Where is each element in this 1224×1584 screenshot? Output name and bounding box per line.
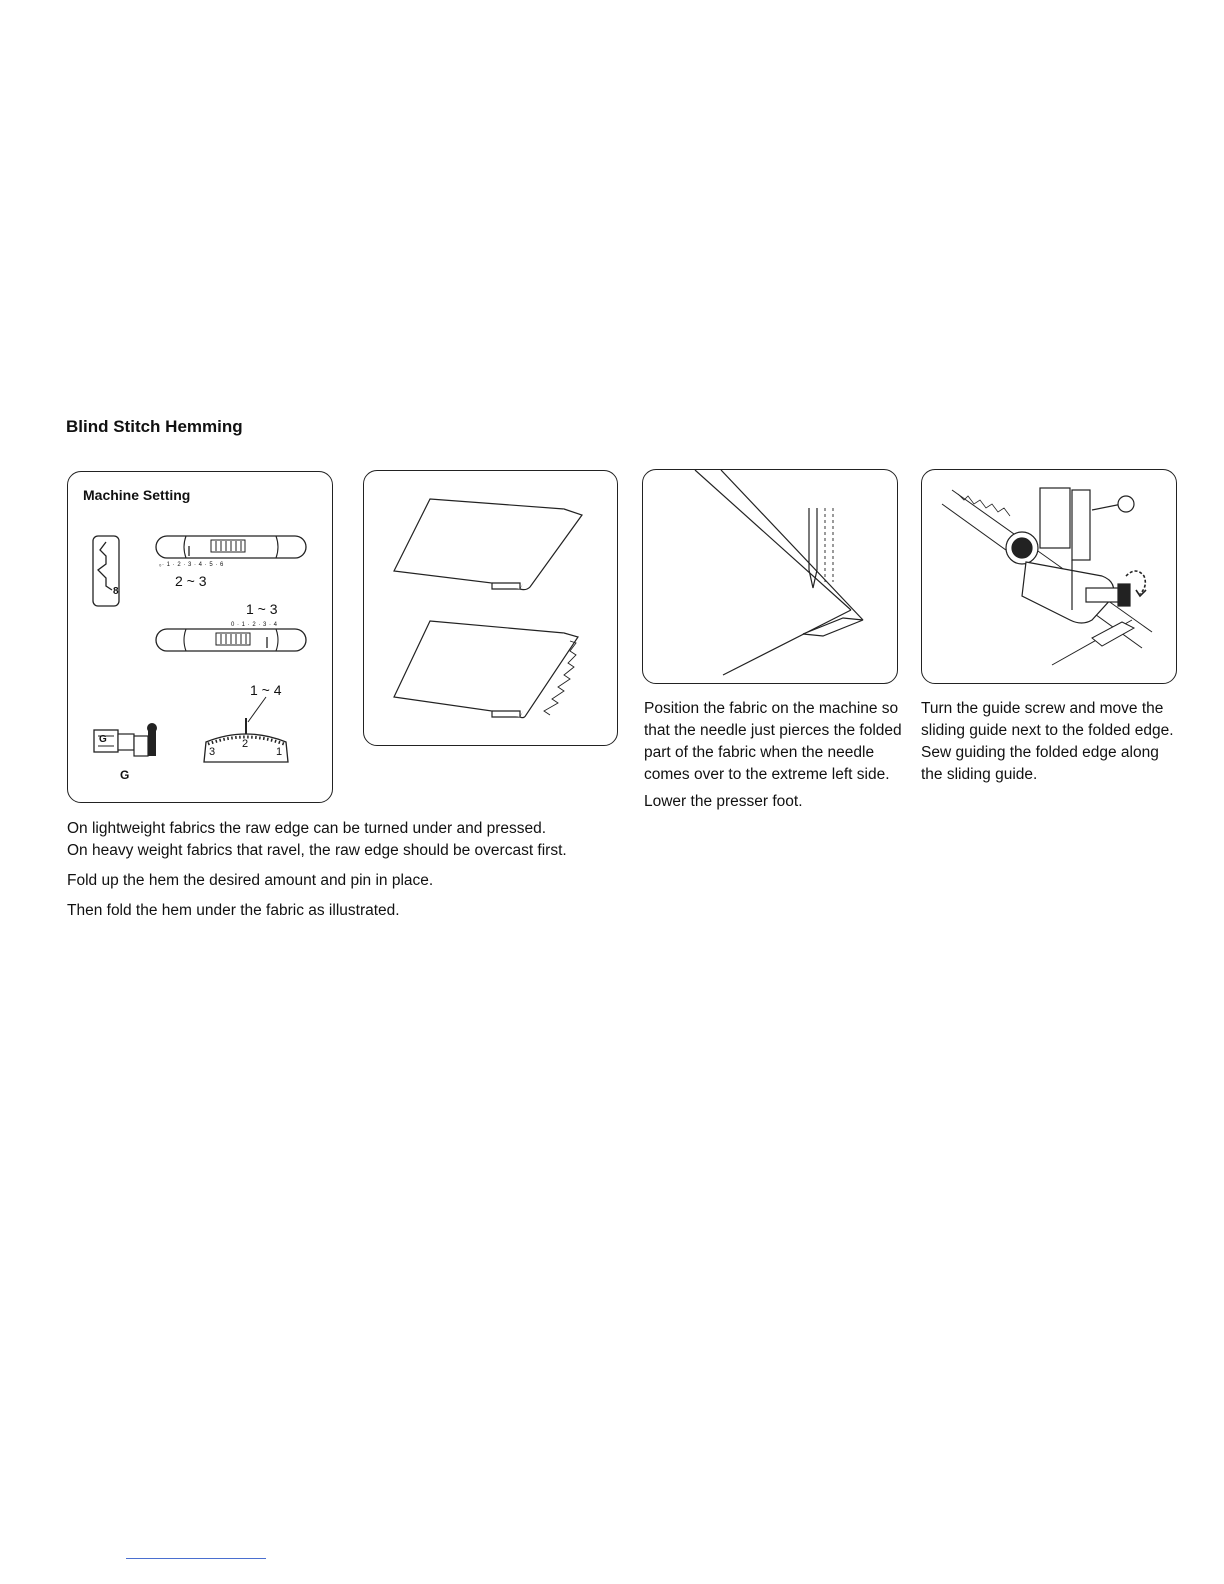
section-title: Blind Stitch Hemming: [66, 417, 243, 436]
fabric-fold-bottom: [394, 621, 578, 718]
stitch-width-scale: 0 · 1 · 2 · 3 · 4: [231, 622, 278, 628]
instruction-paragraph: Then fold the hem under the fabric as illustrated.: [67, 902, 400, 919]
stitch-length-range: 2 ~ 3: [175, 573, 207, 589]
sliding-guide-illustration: [922, 470, 1177, 684]
hem-fold-illustration: [364, 471, 618, 746]
fabric-edge: [695, 470, 863, 675]
tension-dial-mark: 2: [242, 738, 249, 750]
instruction-paragraph: On heavy weight fabrics that ravel, the raw edge should be overcast first.: [67, 842, 567, 859]
instruction-paragraph: Turn the guide screw and move the sliding guide next to the folded edge. Sew guiding the folded edge along the sliding guide.: [921, 700, 1174, 783]
presser-foot-label: G: [120, 768, 130, 782]
instruction-paragraph: Fold up the hem the desired amount and pin in place.: [67, 872, 434, 889]
tension-dial-mark: 1: [276, 746, 283, 758]
fabric-fold-top: [394, 499, 582, 590]
prep-instructions: [67, 818, 627, 922]
stitch-length-scale: ₀· 1 · 2 · 3 · 4 · 5 · 6: [159, 562, 224, 568]
presser-foot-assembly: [1006, 488, 1134, 623]
instruction-paragraph: Position the fabric on the machine so that the needle just pierces the folded part of the fabric when the needle comes over to the extreme left side.: [644, 700, 902, 783]
stitch-width-slider: [156, 629, 306, 651]
position-instructions: [644, 698, 906, 813]
pattern-number: 8: [113, 586, 119, 597]
needle-position-illustration-panel: [642, 469, 898, 684]
stitch-width-range: 1 ~ 3: [246, 601, 278, 617]
machine-setting-heading: Machine Setting: [83, 487, 191, 503]
hem-fold-illustration-panel: [363, 470, 618, 746]
instruction-paragraph: On lightweight fabrics the raw edge can be turned under and pressed.: [67, 820, 547, 837]
machine-setting-panel: [67, 471, 333, 803]
tension-range: 1 ~ 4: [250, 682, 282, 698]
stitch-length-slider: [156, 536, 306, 558]
guide-instructions: [921, 698, 1183, 786]
foot-letter: G: [99, 734, 107, 745]
sliding-guide-illustration-panel: [921, 469, 1177, 684]
needle-position-illustration: [643, 470, 898, 684]
machine-setting-illustration: [68, 472, 333, 803]
footer-rule: [126, 1558, 266, 1559]
instruction-paragraph: Lower the presser foot.: [644, 793, 803, 810]
tension-dial-mark: 3: [209, 746, 216, 758]
